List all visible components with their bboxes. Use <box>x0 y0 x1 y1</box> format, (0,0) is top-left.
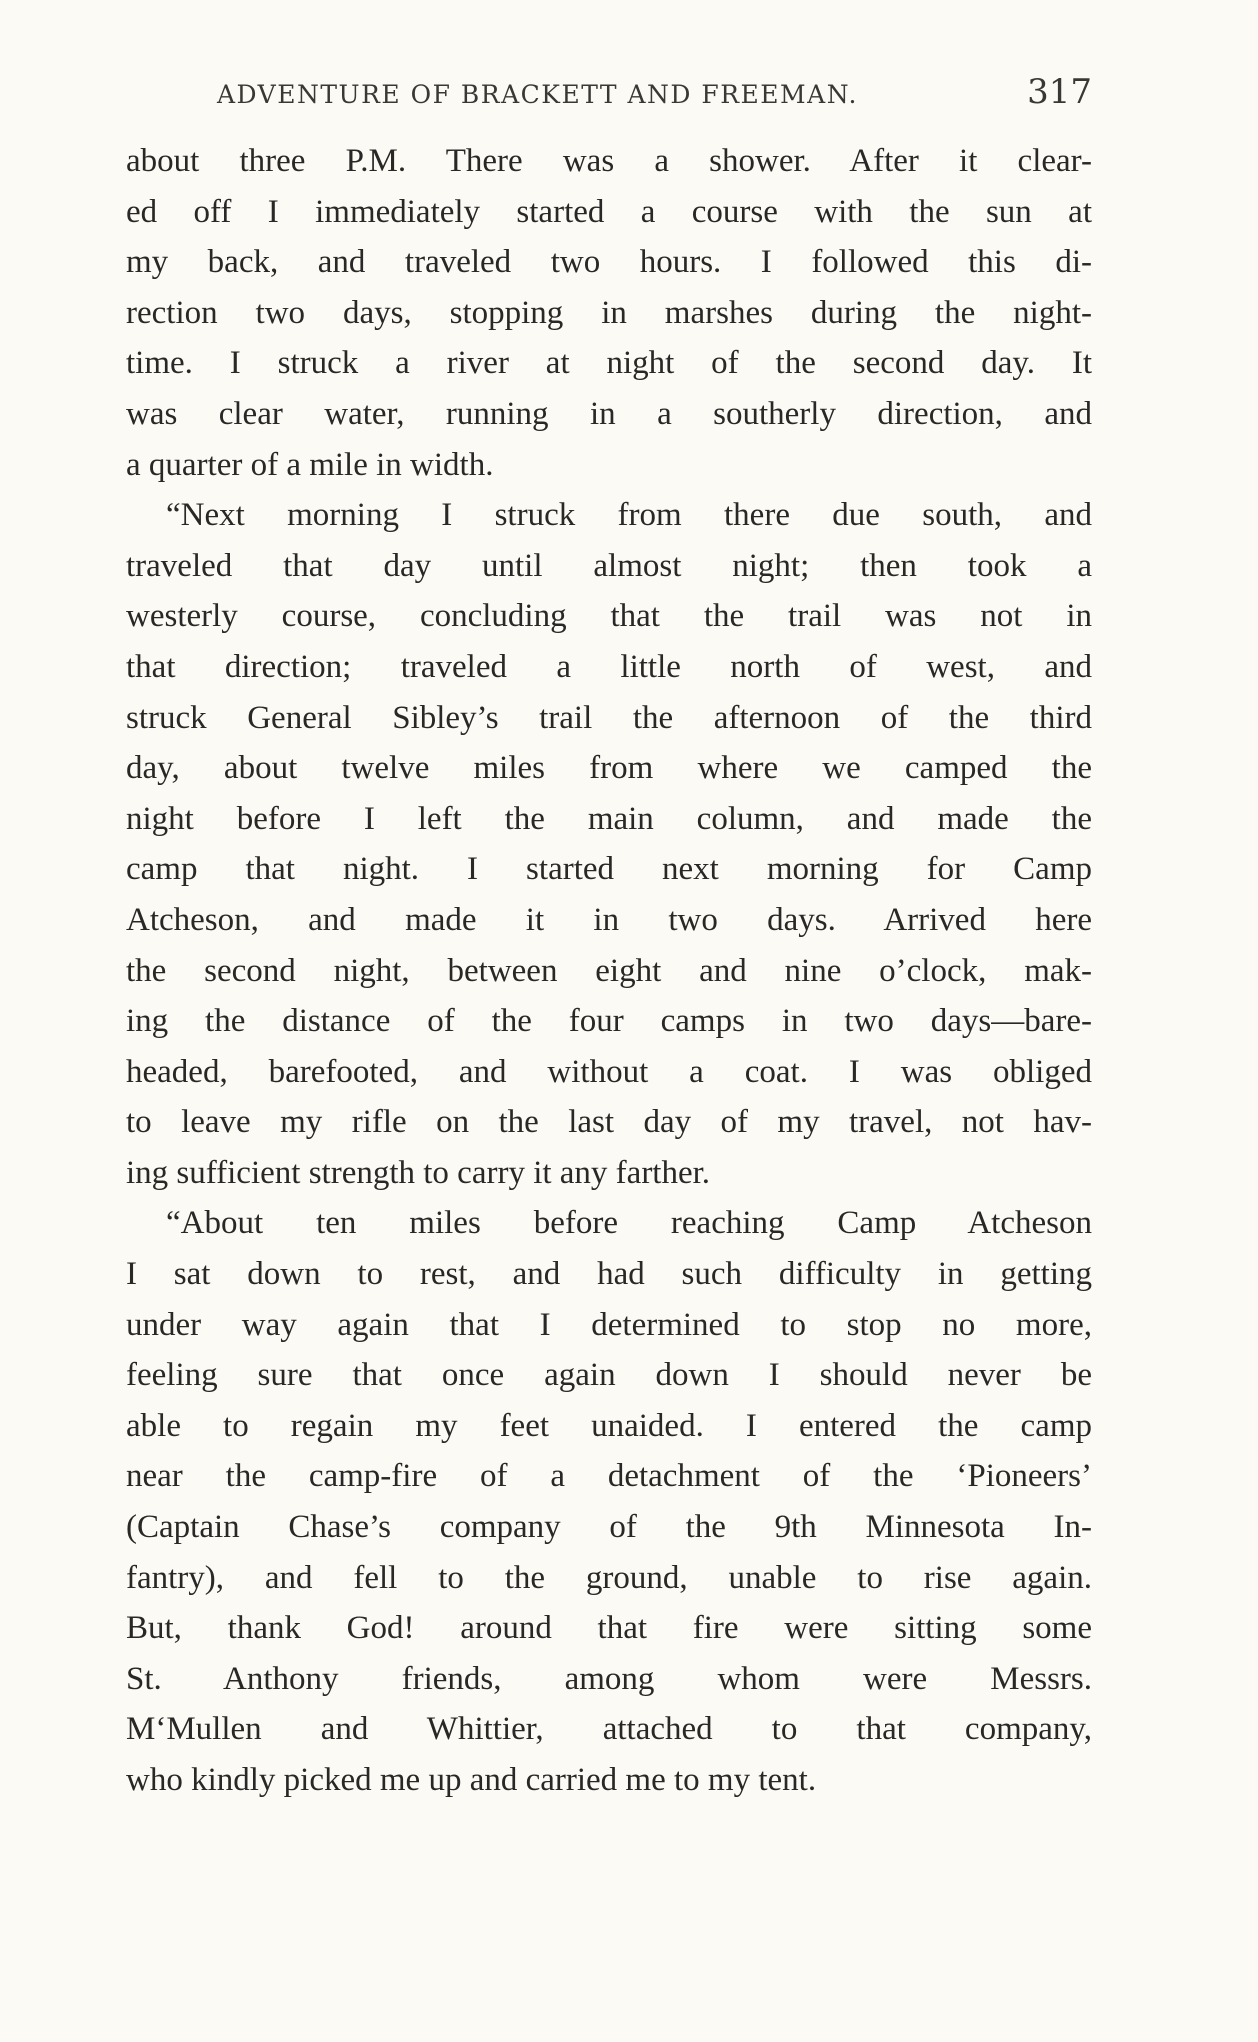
running-title: ADVENTURE OF BRACKETT AND FREEMAN. <box>217 80 858 109</box>
text-line: (Captain Chase’s company of the 9th Minnesota In- <box>126 1509 1092 1546</box>
text-line: ing the distance of the four camps in two days—bare- <box>126 1003 1092 1040</box>
text-line: M‘Mullen and Whittier, attached to that company, <box>126 1711 1092 1748</box>
text-line: time. I struck a river at night of the second day. It <box>126 345 1092 382</box>
paragraph <box>126 136 1092 490</box>
text-line: traveled that day until almost night; then took a <box>126 547 1092 584</box>
text-line: St. Anthony friends, among whom were Messrs. <box>126 1660 1092 1697</box>
paragraph <box>126 490 1092 1198</box>
body-text <box>126 136 1092 1806</box>
text-line: that direction; traveled a little north of west, and <box>126 648 1092 685</box>
text-line: struck General Sibley’s trail the afternoon of the third <box>126 699 1092 736</box>
text-line: headed, barefooted, and without a coat. I was obliged <box>126 1053 1092 1090</box>
text-line: about three P.M. There was a shower. After it clear- <box>126 143 1092 179</box>
text-line: I sat down to rest, and had such difficulty in getting <box>126 1256 1092 1293</box>
text-line: ing sufficient strength to carry it any farther. <box>126 1154 711 1191</box>
text-line: “About ten miles before reaching Camp Atcheson <box>166 1205 1092 1242</box>
text-line: was clear water, running in a southerly direction, and <box>126 395 1092 432</box>
text-line: able to regain my feet unaided. I entered the camp <box>126 1407 1092 1444</box>
text-line: rection two days, stopping in marshes during the night- <box>126 294 1092 331</box>
text-line: “Next morning I struck from there due south, and <box>166 497 1092 534</box>
text-line: my back, and traveled two hours. I followed this di- <box>126 244 1092 281</box>
text-line: to leave my rifle on the last day of my travel, not hav- <box>126 1104 1092 1141</box>
text-line: camp that night. I started next morning for Camp <box>126 851 1092 888</box>
text-line: a quarter of a mile in width. <box>126 446 494 483</box>
text-line: night before I left the main column, and made the <box>126 800 1092 837</box>
text-line: day, about twelve miles from where we camped the <box>126 750 1092 787</box>
text-line: feeling sure that once again down I should never be <box>126 1357 1092 1394</box>
text-line: fantry), and fell to the ground, unable to rise again. <box>126 1559 1092 1596</box>
page-number: 317 <box>1027 72 1092 112</box>
text-line: But, thank God! around that fire were sitting some <box>126 1610 1092 1647</box>
running-head <box>217 72 1092 122</box>
paragraph <box>126 1198 1092 1805</box>
text-line: under way again that I determined to stop no more, <box>126 1306 1092 1343</box>
text-line: ed off I immediately started a course with the sun at <box>126 193 1092 230</box>
text-line: near the camp-fire of a detachment of the ‘Pioneers’ <box>126 1458 1092 1495</box>
text-line: who kindly picked me up and carried me to my tent. <box>126 1762 817 1798</box>
text-line: the second night, between eight and nine o’clock, mak- <box>126 952 1092 989</box>
text-line: Atcheson, and made it in two days. Arrived here <box>126 901 1092 938</box>
text-line: westerly course, concluding that the trail was not in <box>126 598 1092 635</box>
